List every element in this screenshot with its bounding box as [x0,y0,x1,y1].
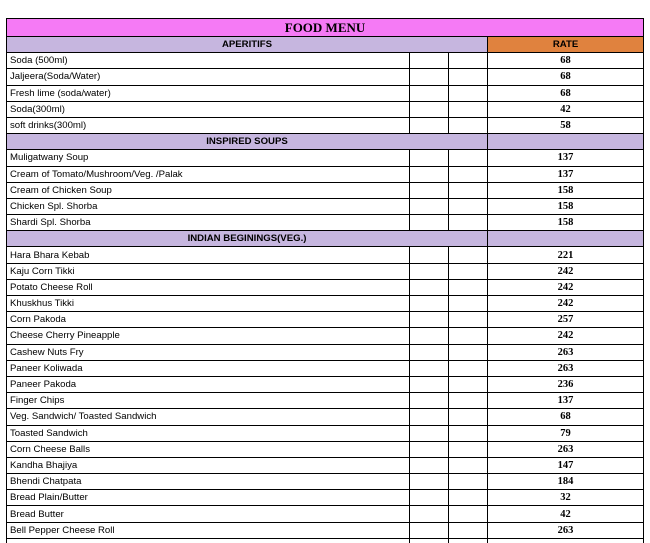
menu-item-row [7,69,644,85]
title-row [7,19,644,37]
empty-cell [488,538,644,543]
empty-cell [449,328,488,344]
menu-item-rate: 137 [488,166,644,182]
empty-cell [449,150,488,166]
menu-item-rate: 263 [488,360,644,376]
empty-cell [410,441,449,457]
empty-cell [449,69,488,85]
empty-cell [410,409,449,425]
menu-item-rate: 158 [488,182,644,198]
partial-row [7,538,644,543]
menu-item-rate: 68 [488,69,644,85]
empty-cell [410,247,449,263]
menu-item-rate: 221 [488,247,644,263]
menu-item-row [7,182,644,198]
empty-cell [410,312,449,328]
empty-cell [7,538,410,543]
empty-cell [410,490,449,506]
menu-item-name: Fresh lime (soda/water) [7,85,410,101]
menu-item-row [7,247,644,263]
empty-cell [449,296,488,312]
menu-item-row [7,474,644,490]
menu-item-name: Hara Bhara Kebab [7,247,410,263]
menu-item-name: Finger Chips [7,393,410,409]
menu-item-row [7,441,644,457]
empty-cell [410,215,449,231]
menu-item-name: Chicken Spl. Shorba [7,198,410,214]
rate-column-header: RATE [488,37,644,53]
menu-item-row [7,215,644,231]
empty-cell [449,425,488,441]
menu-item-row [7,101,644,117]
menu-item-rate: 257 [488,312,644,328]
menu-item-row [7,457,644,473]
menu-item-rate: 42 [488,506,644,522]
empty-cell [449,198,488,214]
empty-cell [410,522,449,538]
menu-item-rate: 158 [488,198,644,214]
menu-item-rate: 263 [488,522,644,538]
empty-cell [410,53,449,69]
menu-item-name: Soda (500ml) [7,53,410,69]
menu-item-name: Bhendi Chatpata [7,474,410,490]
menu-item-row [7,393,644,409]
menu-item-rate: 79 [488,425,644,441]
menu-item-name: Toasted Sandwich [7,425,410,441]
section-title: INSPIRED SOUPS [7,134,488,150]
menu-item-row [7,53,644,69]
empty-cell [449,344,488,360]
menu-item-name: Paneer Koliwada [7,360,410,376]
section-title: APERITIFS [7,37,488,53]
menu-item-name: Bread Plain/Butter [7,490,410,506]
menu-item-rate: 263 [488,441,644,457]
menu-item-row [7,117,644,133]
empty-cell [410,474,449,490]
menu-item-rate: 242 [488,296,644,312]
empty-cell [449,101,488,117]
food-menu-table [6,18,644,543]
empty-cell [410,425,449,441]
menu-item-row [7,296,644,312]
menu-item-name: Kandha Bhajiya [7,457,410,473]
empty-cell [410,296,449,312]
empty-cell [449,393,488,409]
menu-item-name: Corn Cheese Balls [7,441,410,457]
menu-item-row [7,166,644,182]
menu-body [7,19,644,543]
empty-cell [410,263,449,279]
menu-item-name: Cashew Nuts Fry [7,344,410,360]
empty-cell [410,150,449,166]
menu-item-name: Corn Pakoda [7,312,410,328]
menu-item-rate: 236 [488,376,644,392]
empty-cell [449,85,488,101]
menu-item-rate: 42 [488,101,644,117]
menu-item-row [7,198,644,214]
menu-item-name: Bell Pepper Cheese Roll [7,522,410,538]
section-header-row [7,134,644,150]
menu-item-row [7,490,644,506]
menu-item-name: Jaljeera(Soda/Water) [7,69,410,85]
menu-item-row [7,344,644,360]
menu-item-name: Potato Cheese Roll [7,279,410,295]
menu-item-rate: 137 [488,150,644,166]
empty-cell [410,457,449,473]
empty-cell [449,263,488,279]
section-rate-cell [488,231,644,247]
empty-cell [449,360,488,376]
menu-item-row [7,279,644,295]
menu-item-row [7,409,644,425]
menu-item-row [7,360,644,376]
empty-cell [410,360,449,376]
menu-item-name: Khuskhus Tikki [7,296,410,312]
empty-cell [449,506,488,522]
menu-item-row [7,150,644,166]
menu-item-row [7,425,644,441]
empty-cell [410,69,449,85]
menu-item-row [7,312,644,328]
empty-cell [410,279,449,295]
menu-item-rate: 68 [488,53,644,69]
empty-cell [449,247,488,263]
menu-item-rate: 58 [488,117,644,133]
menu-item-name: Veg. Sandwich/ Toasted Sandwich [7,409,410,425]
menu-item-rate: 32 [488,490,644,506]
menu-item-rate: 147 [488,457,644,473]
menu-item-rate: 137 [488,393,644,409]
empty-cell [410,376,449,392]
menu-item-rate: 263 [488,344,644,360]
empty-cell [410,393,449,409]
empty-cell [449,215,488,231]
menu-item-row [7,506,644,522]
menu-item-row [7,328,644,344]
empty-cell [449,538,488,543]
empty-cell [449,117,488,133]
empty-cell [410,506,449,522]
menu-item-name: Muligatwany Soup [7,150,410,166]
menu-item-name: Cream of Chicken Soup [7,182,410,198]
menu-item-row [7,376,644,392]
empty-cell [410,117,449,133]
menu-item-row [7,85,644,101]
empty-cell [449,376,488,392]
empty-cell [410,328,449,344]
empty-cell [449,522,488,538]
empty-cell [449,441,488,457]
menu-item-row [7,263,644,279]
section-rate-cell [488,134,644,150]
empty-cell [449,279,488,295]
menu-item-name: Bread Butter [7,506,410,522]
empty-cell [410,85,449,101]
empty-cell [410,198,449,214]
empty-cell [410,538,449,543]
menu-item-rate: 68 [488,409,644,425]
empty-cell [449,182,488,198]
menu-item-rate: 158 [488,215,644,231]
menu-item-name: Cream of Tomato/Mushroom/Veg. /Palak [7,166,410,182]
menu-item-name: Cheese Cherry Pineapple [7,328,410,344]
empty-cell [410,166,449,182]
empty-cell [449,457,488,473]
menu-item-rate: 184 [488,474,644,490]
menu-item-name: Shardi Spl. Shorba [7,215,410,231]
menu-item-name: Soda(300ml) [7,101,410,117]
menu-title: FOOD MENU [7,19,644,37]
menu-item-rate: 68 [488,85,644,101]
menu-item-name: soft drinks(300ml) [7,117,410,133]
empty-cell [410,344,449,360]
section-header-row [7,37,644,53]
empty-cell [449,490,488,506]
section-header-row [7,231,644,247]
empty-cell [449,409,488,425]
empty-cell [449,166,488,182]
empty-cell [410,101,449,117]
empty-cell [449,312,488,328]
menu-item-rate: 242 [488,328,644,344]
empty-cell [449,474,488,490]
menu-item-name: Kaju Corn Tikki [7,263,410,279]
menu-item-rate: 242 [488,263,644,279]
section-title: INDIAN BEGININGS(VEG.) [7,231,488,247]
menu-item-rate: 242 [488,279,644,295]
empty-cell [449,53,488,69]
empty-cell [410,182,449,198]
menu-item-name: Paneer Pakoda [7,376,410,392]
menu-item-row [7,522,644,538]
